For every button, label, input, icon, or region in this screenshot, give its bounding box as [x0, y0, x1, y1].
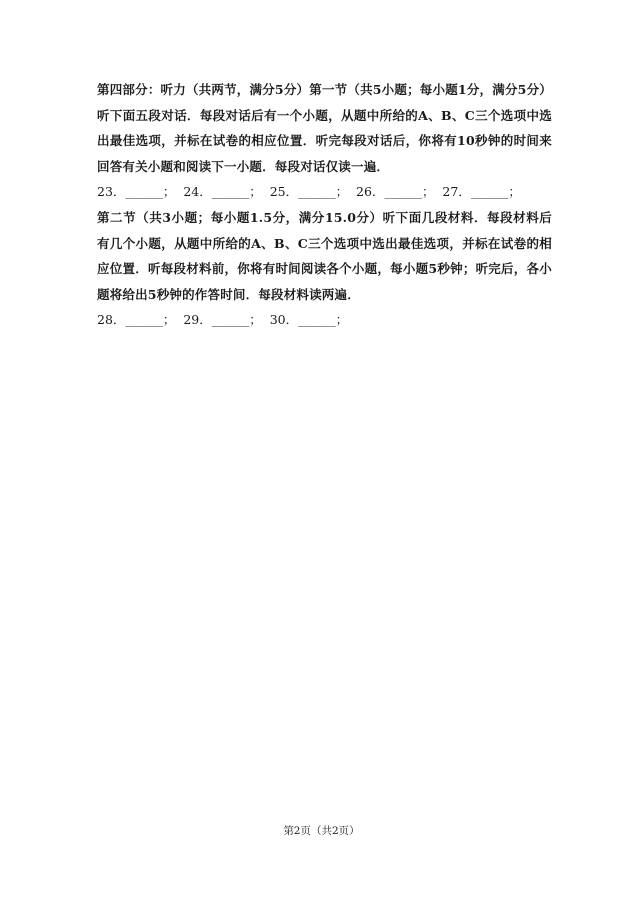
- listening-section-2-instructions: 第二节（共3小题；每小题1.5分，满分15.0分）听下面几段材料．每段材料后有几个小题，从题中所给的A、B、C三个选项中选出最佳选项，并标在试卷的相应位置．听每段材料前，你将有时间阅读各个小题，每小题5秒钟；听完后，各小题将给出5秒钟的作答时间．每段材料读两遍．: [97, 209, 552, 302]
- answer-blanks-23-27: 23．______； 24．______； 25．______； 26．______； 27．______；: [97, 184, 521, 200]
- page-footer: 第2页（共2页）: [283, 825, 360, 837]
- main-content: [97, 77, 552, 333]
- listening-section-1-instructions: 第四部分：听力（共两节，满分5分）第一节（共5小题；每小题1分，满分5分）听下面五段对话．每段对话后有一个小题，从题中所给的A、B、C三个选项中选出最佳选项，并标在试卷的相应位置．听完每段对话后，你将有10秒钟的时间来回答有关小题和阅读下一小题．每段对话仅读一遍．: [97, 82, 552, 174]
- answer-blanks-28-30: 28．______； 29．______； 30．______；: [97, 312, 349, 328]
